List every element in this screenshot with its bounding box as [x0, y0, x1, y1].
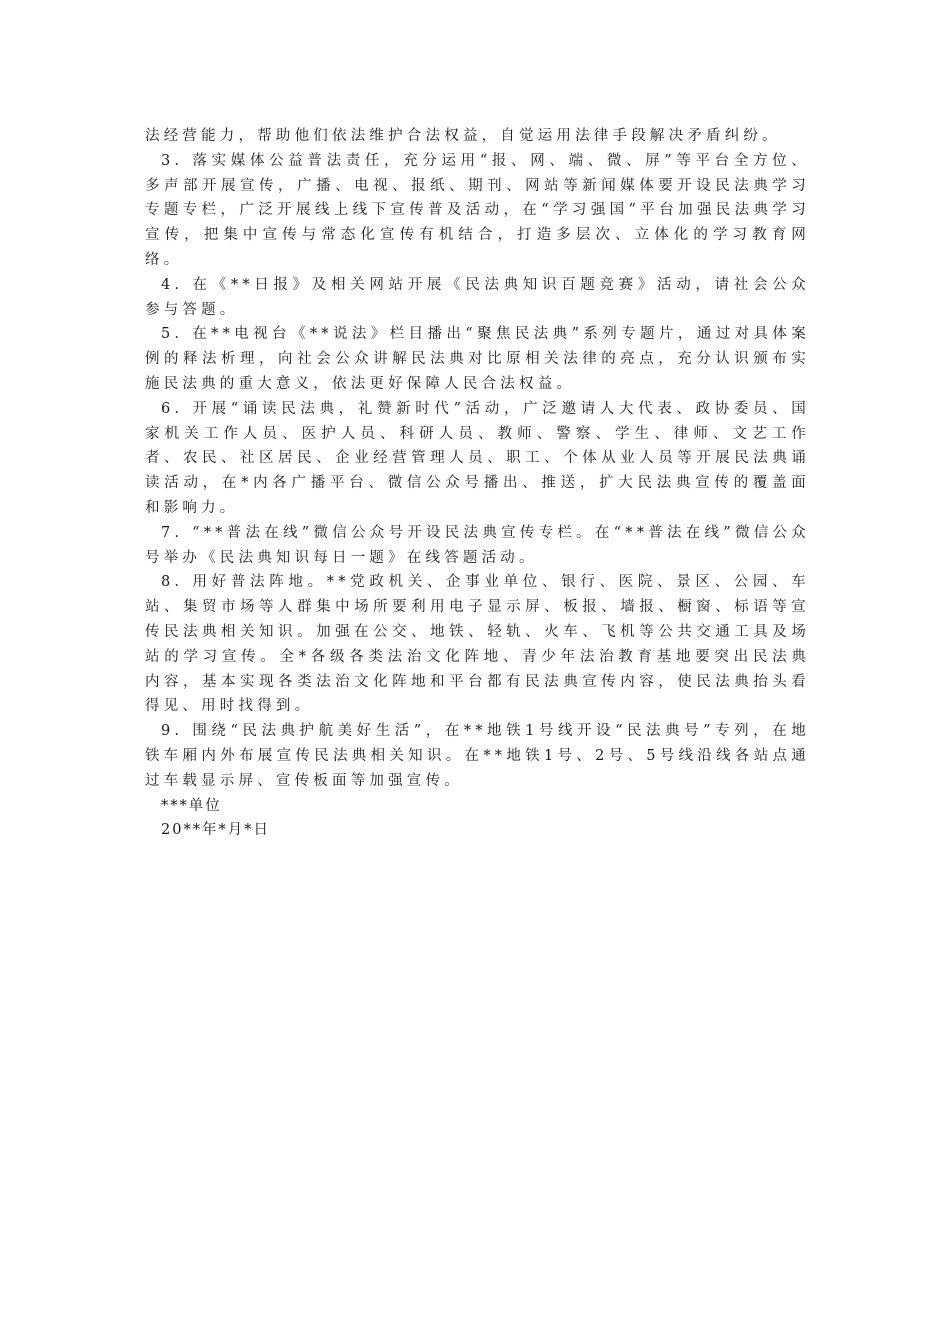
paragraph-item-6: 6. 开展“诵读民法典，礼赞新时代”活动，广泛邀请人大代表、政协委员、国家机关工作人员、医护人员、科研人员、教师、警察、学生、律师、文艺工作者、农民、社区居民、企业经营管理人员、职工、个体从业人员等开展民法典诵读活动，在*内各广播平台、微信公众号播出、推送，扩大民法典宣传的覆盖面和影响力。 — [145, 400, 810, 516]
paragraph-item-3: 3. 落实媒体公益普法责任，充分运用“报、网、端、微、屏”等平台全方位、多声部开展宣传，广播、电视、报纸、期刊、网站等新闻媒体要开设民法典学习专题专栏，广泛开展线上线下宣传普及活动，在“学习强国”平台加强民法典学习宣传，把集中宣传与常态化宣传有机结合，打造多层次、立体化的学习教育网络。 — [145, 152, 810, 268]
paragraph-continuation: 法经营能力，帮助他们依法维护合法权益，自觉运用法律手段解决矛盾纠纷。 — [145, 128, 781, 144]
paragraph-item-8: 8. 用好普法阵地。**党政机关、企事业单位、银行、医院、景区、公园、车站、集贸市场等人群集中场所要利用电子显示屏、板报、墙报、橱窗、标语等宣传民法典相关知识。加强在公交、地铁、轻轨、火车、飞机等公共交通工具及场站的学习宣传。全*各级各类法治文化阵地、青少年法治教育基地要突出民法典内容，基本实现各类法治文化阵地和平台都有民法典宣传内容，使民法典抬头看得见、用时找得到。 — [145, 574, 810, 715]
paragraph-item-9: 9. 围绕“民法典护航美好生活”，在**地铁1号线开设“民法典号”专列，在地铁车厢内外布展宣传民法典相关知识。在**地铁1号、2号、5号线沿线各站点通过车载显示屏、宣传板面等加强宣传。 — [145, 723, 810, 789]
paragraph-item-7: 7. “**普法在线”微信公众号开设民法典宣传专栏。在“**普法在线”微信公众号举办《民法典知识每日一题》在线答题活动。 — [145, 524, 810, 566]
document-body — [145, 124, 810, 843]
signature-date: 20**年*月*日 — [161, 822, 270, 839]
paragraph-item-4: 4. 在《**日报》及相关网站开展《民法典知识百题竞赛》活动，请社会公众参与答题。 — [145, 276, 810, 318]
signature-unit: ***单位 — [161, 797, 222, 814]
paragraph-item-5: 5. 在**电视台《**说法》栏目播出“聚焦民法典”系列专题片，通过对具体案例的释法析理，向社会公众讲解民法典对比原相关法律的亮点，充分认识颁布实施民法典的重大意义，依法更好保障人民合法权益。 — [145, 326, 810, 392]
